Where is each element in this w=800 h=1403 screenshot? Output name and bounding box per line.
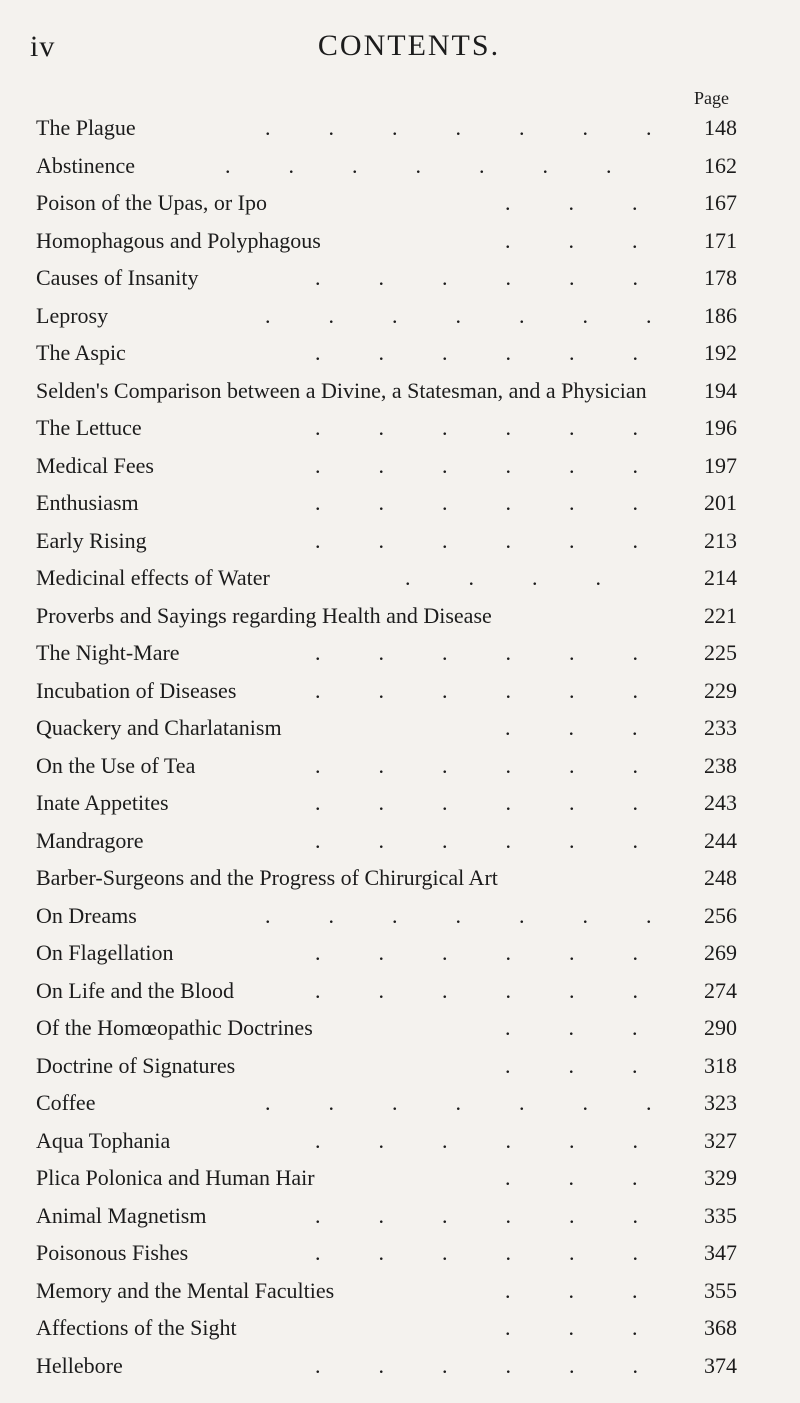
dot-leader: . . . . . . — [315, 340, 638, 365]
toc-entry-page: 323 — [704, 1090, 737, 1115]
toc-entry-page: 167 — [704, 190, 737, 215]
toc-entry-page: 290 — [704, 1015, 737, 1040]
toc-entry-page: 178 — [704, 265, 737, 290]
toc-entry — [36, 859, 746, 897]
toc-entry-title: Memory and the Mental Faculties — [36, 1277, 335, 1303]
toc-entry — [36, 672, 746, 710]
toc-entry-title: Abstinence — [36, 152, 135, 178]
dot-leader: . . . . . . — [315, 1127, 638, 1153]
toc-entry — [36, 972, 746, 1010]
toc-entry-title: Of the Homœopathic Doctrines — [36, 1015, 313, 1040]
toc-entry — [36, 634, 746, 672]
toc-entry-page: 274 — [704, 977, 737, 1003]
dot-leader: . . . . . . — [315, 640, 638, 665]
toc-entry-page: 318 — [704, 1052, 737, 1078]
toc-entry — [36, 1309, 746, 1347]
toc-entry — [36, 1159, 746, 1197]
dot-leader: . . . . . . — [315, 827, 638, 853]
toc-entry-title: Poisonous Fishes — [36, 1240, 189, 1265]
toc-entry — [36, 409, 746, 447]
running-head: CONTENTS. — [317, 29, 501, 62]
toc-entry — [36, 484, 746, 522]
dot-leader: . . . — [505, 190, 638, 215]
toc-entry-title: Enthusiasm — [36, 490, 139, 515]
toc-entry-page: 238 — [704, 752, 737, 778]
toc-entry-page: 197 — [704, 452, 737, 478]
toc-entry-page: 248 — [704, 865, 737, 890]
toc-entry-page: 162 — [704, 152, 737, 178]
toc-entry-title: Mandragore — [36, 827, 144, 853]
toc-entry — [36, 1047, 746, 1085]
dot-leader: . . . . . . . — [265, 115, 652, 140]
dot-leader: . . . — [505, 227, 638, 253]
dot-leader: . . . — [505, 1315, 638, 1340]
dot-leader: . . . . . . — [315, 940, 638, 965]
toc-entry-page: 186 — [704, 302, 737, 328]
toc-entry — [36, 709, 746, 747]
toc-entry — [36, 897, 746, 935]
toc-entry-title: On the Use of Tea — [36, 752, 196, 778]
toc-entry-title: On Dreams — [36, 902, 137, 928]
toc-entry — [36, 109, 746, 147]
toc-entry-title: Coffee — [36, 1090, 96, 1115]
toc-entry-title: Proverbs and Sayings regarding Health and Disease — [36, 602, 492, 628]
toc-entry-title: Inate Appetites — [36, 790, 169, 815]
toc-entry — [36, 559, 746, 597]
toc-entry-page: 355 — [704, 1277, 737, 1303]
toc-entry — [36, 184, 746, 222]
page-column-label: Page — [694, 88, 729, 108]
dot-leader: . . . . . . . — [265, 1090, 652, 1115]
toc-entry-page: 368 — [704, 1315, 737, 1340]
toc-entry-title: Quackery and Charlatanism — [36, 715, 282, 740]
toc-entry-page: 221 — [704, 602, 737, 628]
toc-entry — [36, 297, 746, 335]
toc-entry-title: Hellebore — [36, 1352, 123, 1378]
dot-leader: . . . . . . — [315, 677, 638, 703]
dot-leader: . . . . . . — [315, 1240, 638, 1265]
toc-entry-title: Affections of the Sight — [36, 1315, 237, 1340]
toc-entry-page: 225 — [704, 640, 737, 665]
toc-entry-title: Animal Magnetism — [36, 1202, 207, 1228]
toc-entry-title: Early Rising — [36, 527, 147, 553]
toc-entry-title: Leprosy — [36, 302, 109, 328]
toc-entry-title: The Lettuce — [36, 415, 142, 440]
toc-entry — [36, 784, 746, 822]
toc-entry-page: 374 — [704, 1352, 737, 1378]
contents-list — [36, 109, 746, 1384]
dot-leader: . . . . . . . — [225, 152, 612, 178]
toc-entry-page: 244 — [704, 827, 737, 853]
dot-leader: . . . . — [405, 565, 601, 590]
dot-leader: . . . . . . — [315, 790, 638, 815]
toc-entry-page: 214 — [704, 565, 737, 590]
toc-entry-title: Incubation of Diseases — [36, 677, 237, 703]
dot-leader: . . . . . . — [315, 752, 638, 778]
toc-entry-title: Selden's Comparison between a Divine, a Statesman, and a Physician — [36, 377, 647, 403]
toc-entry-page: 229 — [704, 677, 737, 703]
toc-entry-title: On Flagellation — [36, 940, 174, 965]
toc-entry — [36, 222, 746, 260]
toc-entry-page: 201 — [704, 490, 737, 515]
toc-entry — [36, 1347, 746, 1385]
toc-entry — [36, 1084, 746, 1122]
toc-entry-page: 196 — [704, 415, 737, 440]
toc-entry — [36, 147, 746, 185]
toc-entry-page: 327 — [704, 1127, 737, 1153]
dot-leader: . . . . . . . — [265, 902, 652, 928]
toc-entry-title: Doctrine of Signatures — [36, 1052, 236, 1078]
toc-entry-page: 213 — [704, 527, 737, 553]
toc-entry-title: Medical Fees — [36, 452, 154, 478]
dot-leader: . . . . . . — [315, 527, 638, 553]
dot-leader: . . . — [505, 1052, 638, 1078]
dot-leader: . . . . . . — [315, 977, 638, 1003]
dot-leader: . . . . . . — [315, 265, 638, 290]
dot-leader: . . . — [505, 1277, 638, 1303]
toc-entry-page: 194 — [704, 377, 737, 403]
toc-entry — [36, 1009, 746, 1047]
toc-entry — [36, 259, 746, 297]
toc-entry-title: The Plague — [36, 115, 136, 140]
toc-entry-page: 269 — [704, 940, 737, 965]
toc-entry — [36, 1197, 746, 1235]
dot-leader: . . . . . . — [315, 1352, 638, 1378]
dot-leader: . . . — [505, 1015, 638, 1040]
toc-entry — [36, 447, 746, 485]
toc-entry — [36, 1122, 746, 1160]
toc-entry-page: 171 — [704, 227, 737, 253]
toc-entry-page: 256 — [704, 902, 737, 928]
toc-entry-page: 233 — [704, 715, 737, 740]
toc-entry-title: Barber-Surgeons and the Progress of Chirurgical Art — [36, 865, 498, 890]
toc-entry-page: 347 — [704, 1240, 737, 1265]
toc-entry — [36, 747, 746, 785]
toc-entry-title: Medicinal effects of Water — [36, 565, 270, 590]
toc-entry — [36, 334, 746, 372]
toc-entry-title: Causes of Insanity — [36, 265, 199, 290]
dot-leader: . . . . . . — [315, 1202, 638, 1228]
toc-entry-page: 335 — [704, 1202, 737, 1228]
dot-leader: . . . . . . — [315, 452, 638, 478]
toc-entry — [36, 522, 746, 560]
dot-leader: . . . . . . — [315, 415, 638, 440]
toc-entry-page: 243 — [704, 790, 737, 815]
toc-entry — [36, 372, 746, 410]
toc-entry-title: The Aspic — [36, 340, 126, 365]
toc-entry — [36, 1234, 746, 1272]
toc-entry — [36, 822, 746, 860]
toc-entry — [36, 934, 746, 972]
toc-entry-page: 192 — [704, 340, 737, 365]
toc-entry-title: Plica Polonica and Human Hair — [36, 1165, 315, 1190]
toc-entry-title: Aqua Tophania — [36, 1127, 171, 1153]
dot-leader: . . . . . . . — [265, 302, 652, 328]
toc-entry-title: The Night-Mare — [36, 640, 180, 665]
toc-entry — [36, 1272, 746, 1310]
toc-entry — [36, 597, 746, 635]
dot-leader: . . . . . . — [315, 490, 638, 515]
toc-entry-title: Homophagous and Polyphagous — [36, 227, 321, 253]
dot-leader: . . . — [505, 1165, 638, 1190]
toc-entry-title: On Life and the Blood — [36, 977, 234, 1003]
page-number: iv — [30, 30, 56, 63]
toc-entry-page: 329 — [704, 1165, 737, 1190]
dot-leader: . . . — [505, 715, 638, 740]
toc-entry-page: 148 — [704, 115, 737, 140]
toc-entry-title: Poison of the Upas, or Ipo — [36, 190, 267, 215]
